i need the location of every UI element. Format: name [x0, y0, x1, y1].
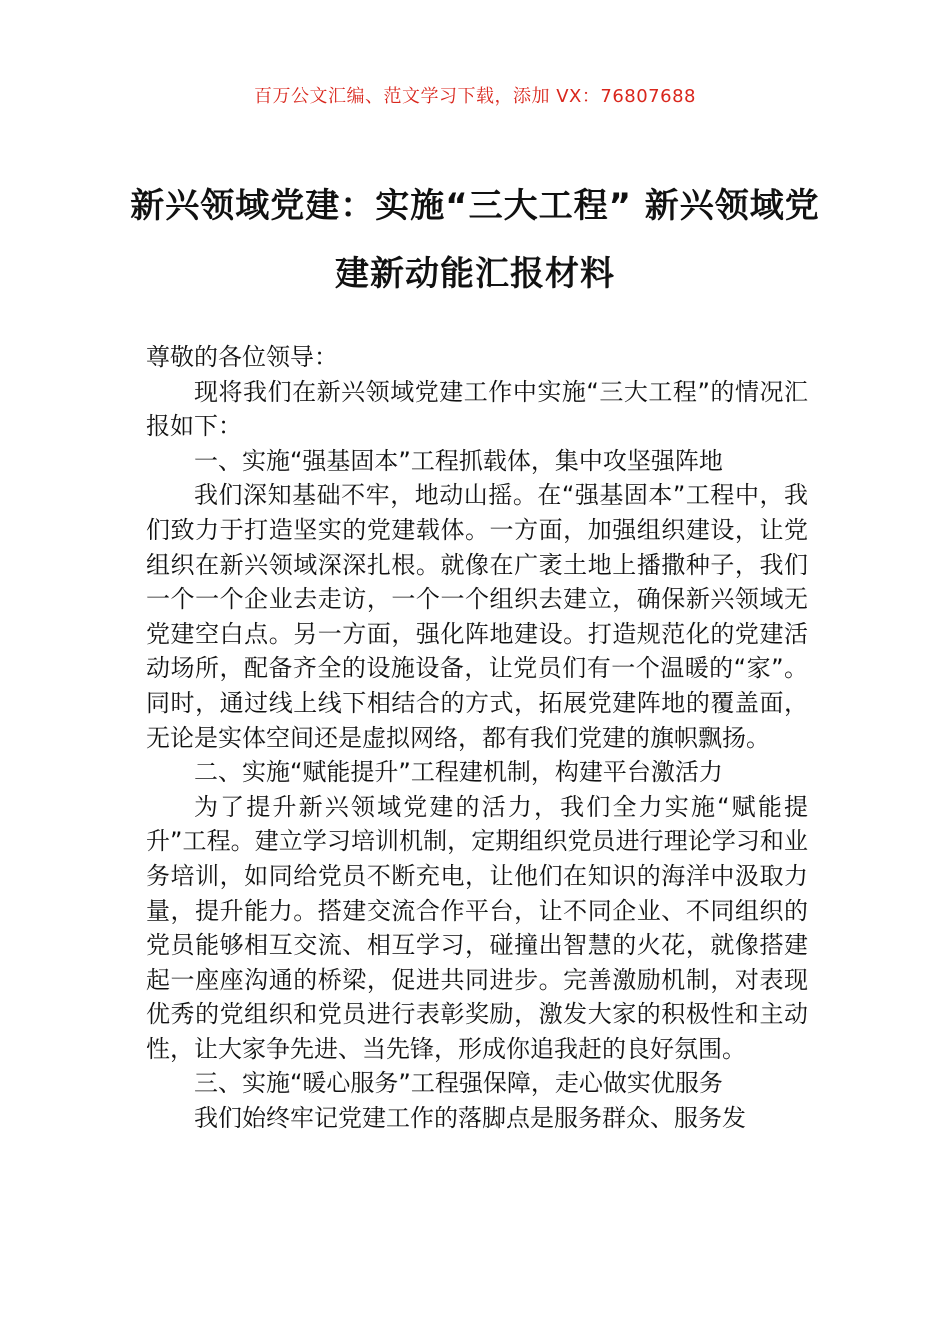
header-note: 百万公文汇编、范文学习下载，添加 VX：76807688 [254, 86, 696, 107]
section-body-3: 我们始终牢记党建工作的落脚点是服务群众、服务发 [194, 1104, 746, 1133]
section-body-2: 为了提升新兴领域党建的活力，我们全力实施“赋能提升”工程。建立学习培训机制，定期组织党员进行理论学习和业务培训，如同给党员不断充电，让他们在知识的海洋中汲取力量，提升能力。搭建交流合作平台，让不同企业、不同组织的党员能够相互交流、相互学习，碰撞出智慧的火花，就像搭建起一座座沟通的桥梁，促进共同进步。完善激励机制，对表现优秀的党组织和党员进行表彰奖励，激发大家的积极性和主动性，让大家争先进、当先锋，形成你追我赶的良好氛围。 [146, 792, 808, 1063]
salutation: 尊敬的各位领导： [146, 343, 338, 371]
section-heading-1: 一、实施“强基固本”工程抓载体，集中攻坚强阵地 [194, 446, 723, 475]
section-heading-3: 三、实施“暖心服务”工程强保障，走心做实优服务 [194, 1069, 723, 1098]
section-heading-2: 二、实施“赋能提升”工程建机制，构建平台激活力 [194, 758, 723, 787]
intro-paragraph: 现将我们在新兴领域党建工作中实施“三大工程”的情况汇报如下： [146, 377, 808, 441]
document-title: 新兴领域党建：实施“三大工程” 新兴领域党建新动能汇报材料 [130, 186, 820, 294]
section-body-1: 我们深知基础不牢，地动山摇。在“强基固本”工程中，我们致力于打造坚实的党建载体。一方面，加强组织建设，让党组织在新兴领域深深扎根。就像在广袤土地上播撒种子，我们一个一个企业去走访，一个一个组织去建立，确保新兴领域无党建空白点。另一方面，强化阵地建设。打造规范化的党建活动场所，配备齐全的设施设备，让党员们有一个温暖的“家”。同时，通过线上线下相结合的方式，拓展党建阵地的覆盖面，无论是实体空间还是虚拟网络，都有我们党建的旗帜飘扬。 [146, 481, 808, 752]
document-body [146, 340, 808, 1136]
